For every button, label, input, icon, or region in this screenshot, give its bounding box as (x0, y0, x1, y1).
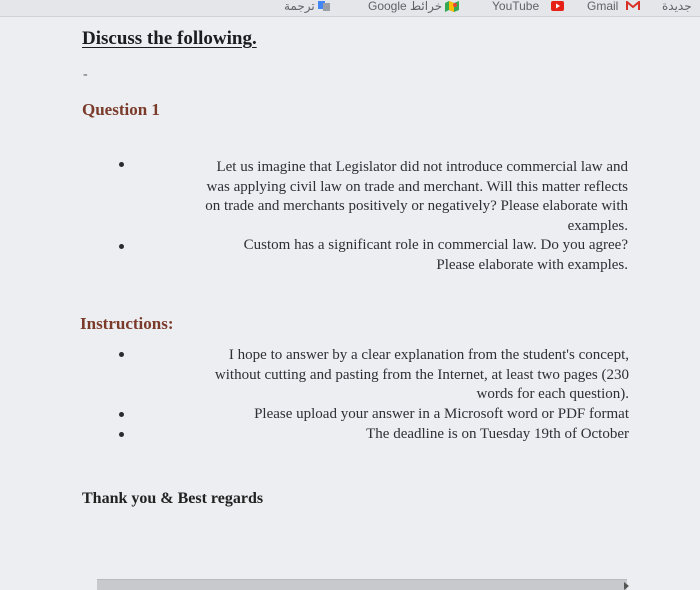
dash-marker: - (83, 67, 88, 82)
bookmarks-bar (0, 0, 700, 17)
instruction-item-2: Please upload your answer in a Microsoft word or PDF format (254, 406, 629, 422)
bookmark-translate-label: ترجمة (284, 0, 315, 13)
youtube-icon (551, 1, 564, 13)
closing-text: Thank you & Best regards (82, 490, 264, 507)
page-title: Discuss the following. (82, 28, 257, 49)
bullet-icon (119, 352, 124, 357)
question-item-2: Custom has a significant role in commercial law. Do you agree? Please elaborate with examples. (243, 237, 628, 273)
translate-icon (318, 1, 330, 13)
bookmark-maps[interactable] (368, 0, 459, 16)
bookmark-new-label: جديدة (662, 0, 692, 13)
bookmark-gmail-label: Gmail (587, 0, 619, 13)
bullet-icon (119, 244, 124, 249)
bookmark-gmail[interactable] (587, 0, 640, 16)
bookmark-youtube-label: YouTube (492, 0, 540, 13)
bookmark-maps-label: Google خرائط (368, 0, 443, 13)
horizontal-scrollbar[interactable] (97, 579, 627, 590)
instruction-item-1: I hope to answer by a clear explanation from the student's concept, without cutting and pasting from the Internet, at least two pages (230 words for each question). (214, 347, 629, 402)
bullet-icon (119, 412, 124, 417)
bookmark-youtube[interactable] (492, 0, 564, 16)
maps-icon (445, 1, 459, 14)
gmail-icon (626, 1, 640, 13)
question-title: Question 1 (82, 100, 160, 119)
bullet-icon (119, 162, 124, 167)
bookmark-translate[interactable] (284, 0, 330, 16)
question-item-1: Let us imagine that Legislator did not introduce commercial law and was applying civil law on trade and merchant. Will this matter reflects on trade and merchants positively or negatively? Please elaborate with examples. (205, 159, 628, 234)
instructions-title: Instructions: (80, 314, 174, 333)
instruction-item-3: The deadline is on Tuesday 19th of October (366, 426, 629, 442)
bookmark-new[interactable] (662, 0, 692, 16)
bullet-icon (119, 432, 124, 437)
